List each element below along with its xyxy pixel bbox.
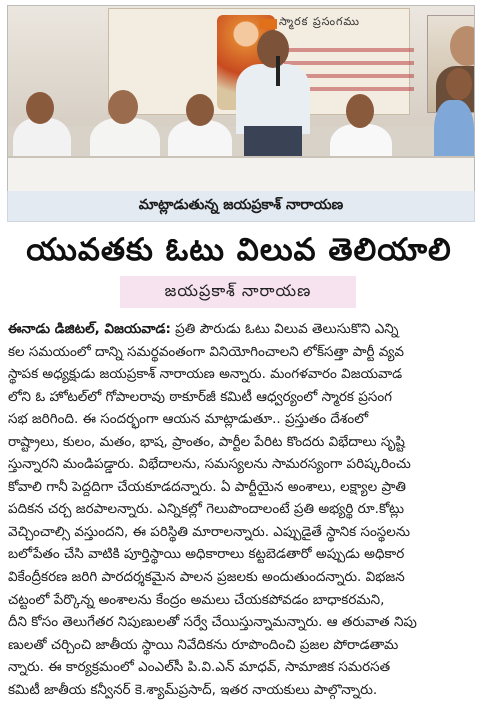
speaker bbox=[236, 64, 310, 134]
person-4-head bbox=[346, 94, 374, 128]
article-line: చట్టంలో పేర్కొన్న అంశాలను కేంద్రం అమలు చేయకపోవడం బాధాకరమని, bbox=[8, 591, 385, 608]
article-line: కోవాలి గానీ పెద్దదిగా చేయకూడదన్నారు. ఏ పార్టీయైన అంశాలు, లక్ష్యాల ప్రాతి bbox=[8, 478, 406, 495]
article-line: రాష్ట్రాలు, కులం, మతం, భాష, ప్రాంతం, పార్టీల పేరిట కొందరు విభేదాలు సృష్టి bbox=[8, 433, 405, 450]
article-line: బలోపేతం చేసి వాటికి పూర్తిస్థాయి అధికారాలు కట్టబెడతారో అప్పుడు అధికార bbox=[8, 546, 405, 563]
article-line: దీని కోసం తెలుగేతర నిపుణులతో సర్వే చేయిస్తున్నామన్నారు. ఆ తరువాత నిపు bbox=[8, 614, 417, 631]
article-line: ణులతో చర్చించి జాతీయ స్థాయి నివేదికను రూపొందించి ప్రజల పోరాడతామ bbox=[8, 636, 399, 653]
article-line: పదికన చర్చ జరపాలన్నారు. ఎన్నికల్లో గెలుపొందాలంటే ప్రతి అభ్యర్థి రూ.కోట్లు bbox=[8, 501, 405, 518]
byline bbox=[120, 276, 356, 308]
banner-title: స్మారక ప్రసంగము bbox=[279, 15, 360, 28]
headline: యువతకు ఓటు విలువ తెలియాలి bbox=[26, 232, 452, 268]
head-table bbox=[8, 156, 474, 192]
photo-caption-text: మాట్లాడుతున్న జయప్రకాశ్‌ నారాయణ bbox=[138, 197, 344, 213]
person-3-head bbox=[186, 94, 214, 126]
banner-portrait bbox=[427, 15, 475, 113]
article-line: ఈనాడు డిజిటల్‌, విజయవాడ: ప్రతి పౌరుడు ఓటు విలువ తెలుసుకొని ఎన్ని bbox=[8, 321, 399, 337]
microphone bbox=[276, 56, 280, 86]
article-line: కమిటీ జాతీయ కన్వీనర్‌ కె.శ్యామ్‌ప్రసాద్‌, ఇతర నాయకులు పాల్గొన్నారు. bbox=[8, 681, 378, 698]
article-line: సభ జరిగింది. ఈ సందర్భంగా ఆయన మాట్లాడుతూ.. ప్రస్తుతం దేశంలో bbox=[8, 411, 369, 428]
photo-caption bbox=[7, 191, 475, 222]
article-line: స్తున్నారని మండిపడ్డారు. విభేదాలను, సమస్యలను సామరస్యంగా పరిష్కరించు bbox=[8, 456, 411, 473]
article-line: న్నారు. ఈ కార్యక్రమంలో ఎంఎల్‌సీ పి.వి.ఎన్‌ మాధవ్‌, సామాజిక సమరసత bbox=[8, 659, 391, 676]
article-line: స్థాపక అధ్యక్షుడు జయప్రకాశ్‌ నారాయణ అన్నారు. మంగళవారం విజయవాడ bbox=[8, 366, 403, 383]
byline-text: జయప్రకాశ్‌ నారాయణ bbox=[164, 281, 312, 300]
article-line: లోని ఓ హోటల్‌లో గోపాలరావు ఠాకూర్‌జీ కమిటీ ఆధ్వర్యంలో స్మారక ప్రసంగ bbox=[8, 388, 393, 405]
person-1-head bbox=[26, 92, 54, 124]
person-2-head bbox=[108, 90, 138, 124]
person-5-head bbox=[446, 68, 472, 100]
dateline: ఈనాడు డిజిటల్‌, విజయవాడ: bbox=[8, 321, 171, 337]
article-line: వెచ్చించాల్సి వస్తుందని, ఈ పరిస్థితి మారాలన్నారు. ఎప్పుడైతే స్థానిక సంస్థలను bbox=[8, 523, 410, 540]
banner-flag bbox=[259, 19, 277, 29]
article-line: కల సమయంలో దాన్ని సమర్థవంతంగా వినియోగించాలని లోక్‌సత్తా పార్టీ వ్యవ bbox=[8, 343, 405, 360]
article-body bbox=[8, 318, 472, 701]
article-line: వికేంద్రీకరణ జరిగి పారదర్శకమైన పాలన ప్రజలకు అందుతుందన్నారు. విభజన bbox=[8, 569, 405, 586]
speaker-head bbox=[257, 30, 289, 68]
event-photo bbox=[7, 5, 475, 192]
